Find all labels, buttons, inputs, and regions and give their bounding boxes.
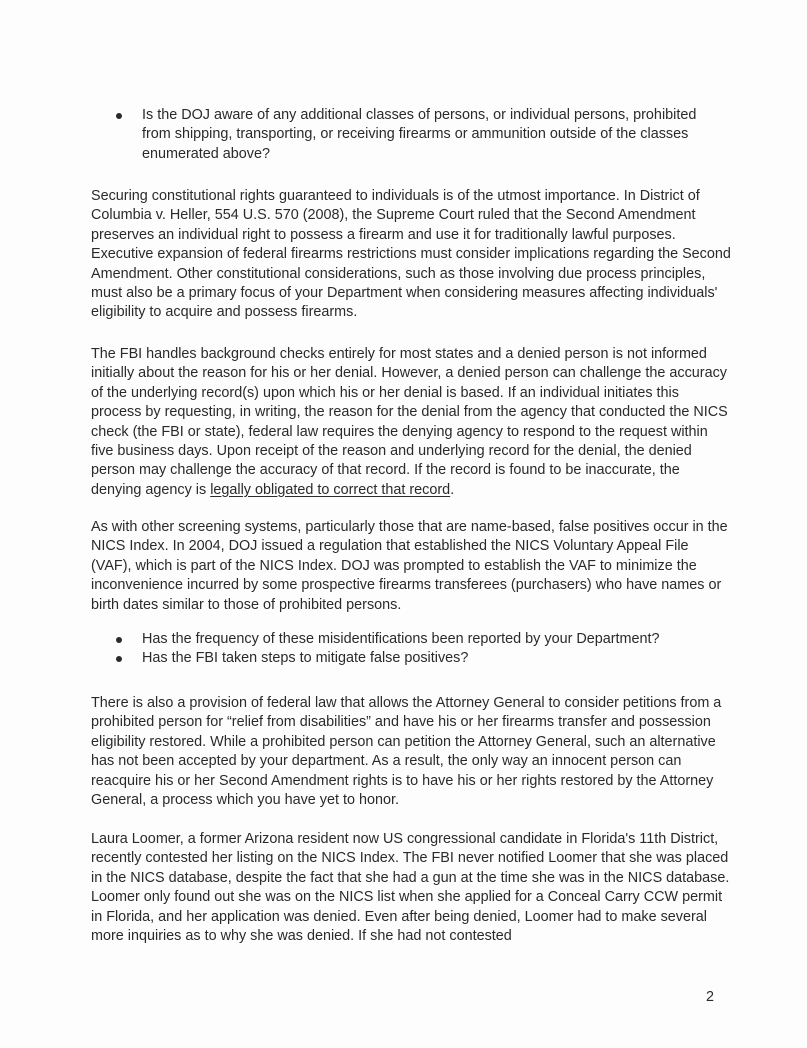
- page-number: 2: [706, 989, 715, 1005]
- bullet-list-top: [115, 106, 727, 164]
- paragraph-false-positives: As with other screening systems, particularly those that are name-based, false positives occur in the NICS Index. In 2004, DOJ issued a regulation that established the NICS Voluntary Appeal File (VAF), which is part of the NICS Index. DOJ was prompted to establish the VAF to minimize the inconvenience incurred by some prospective firearms transferees (purchasers) who have names or birth dates similar to those of prohibited persons.: [91, 519, 728, 613]
- bullet-text: Has the frequency of these misidentifications been reported by your Department?: [142, 631, 660, 647]
- paragraph-loomer: Laura Loomer, a former Arizona resident now US congressional candidate in Florida's 11th District, recently contested her listing on the NICS Index. The FBI never notified Loomer that she was placed in the NICS database, despite the fact that she had a gun at the time she was in the NICS database. Loomer only found out she was on the NICS list when she applied for a Conceal Carry CCW permit in Florida, and her application was denied. Even after being denied, Loomer had to make several more inquiries as to why she was denied. If she had not contested: [91, 831, 730, 945]
- paragraph-fbi-background-checks: [91, 345, 731, 500]
- bullet-text: Has the FBI taken steps to mitigate false positives?: [142, 650, 469, 667]
- bullet-text: Is the DOJ aware of any additional classes of persons, or individual persons, prohibited from shipping, transporting, or receiving firearms or ammunition outside of the classes enumerated above?: [142, 107, 697, 162]
- bullet-item: [115, 106, 727, 164]
- bullet-item: [115, 649, 727, 668]
- paragraph-heller: Securing constitutional rights guaranteed to individuals is of the utmost importance. In District of Columbia v. Heller, 554 U.S. 570 (2008), the Supreme Court ruled that the Second Amendment preserves an individual right to possess a firearm and use it for traditionally lawful purposes. Executive expansion of federal firearms restrictions must consider implications regarding the Second Amendment. Other constitutional considerations, such as those involving due process principles, must also be a primary focus of your Department when considering measures affecting individuals' eligibility to acquire and possess firearms.: [91, 188, 731, 321]
- bullet-icon: [116, 637, 122, 643]
- bullet-icon: [116, 113, 122, 119]
- paragraph-relief-from-disabilities: There is also a provision of federal law that allows the Attorney General to consider petitions from a prohibited person for “relief from disabilities” and have his or her firearms transfer and possession eligibility restored. While a prohibited person can petition the Attorney General, such an alternative has not been accepted by your department. As a result, the only way an innocent person can reacquire his or her Second Amendment rights is to have his or her rights restored by the Attorney General, a process which you have yet to honor.: [91, 695, 722, 809]
- bullet-item: [115, 630, 727, 649]
- underlined-phrase: legally obligated to correct that record: [210, 481, 451, 498]
- paragraph-fbi-end: .: [450, 481, 455, 498]
- bullet-icon: [116, 656, 122, 662]
- paragraph-fbi-text: The FBI handles background checks entirely for most states and a denied person is not informed initially about the reason for his or her denial. However, a denied person can challenge the accuracy of the underlying record(s) upon which his or her denial is based. If an individual initiates this process by requesting, in writing, the reason for the denial from the agency that conducted the NICS check (the FBI or state), federal law requires the denying agency to respond to the request within five business days. Upon receipt of the reason and underlying record for the denial, the denied person may challenge the accuracy of that record. If the record is found to be inaccurate, the denying agency is: [91, 346, 728, 498]
- bullet-list-middle: [115, 630, 727, 669]
